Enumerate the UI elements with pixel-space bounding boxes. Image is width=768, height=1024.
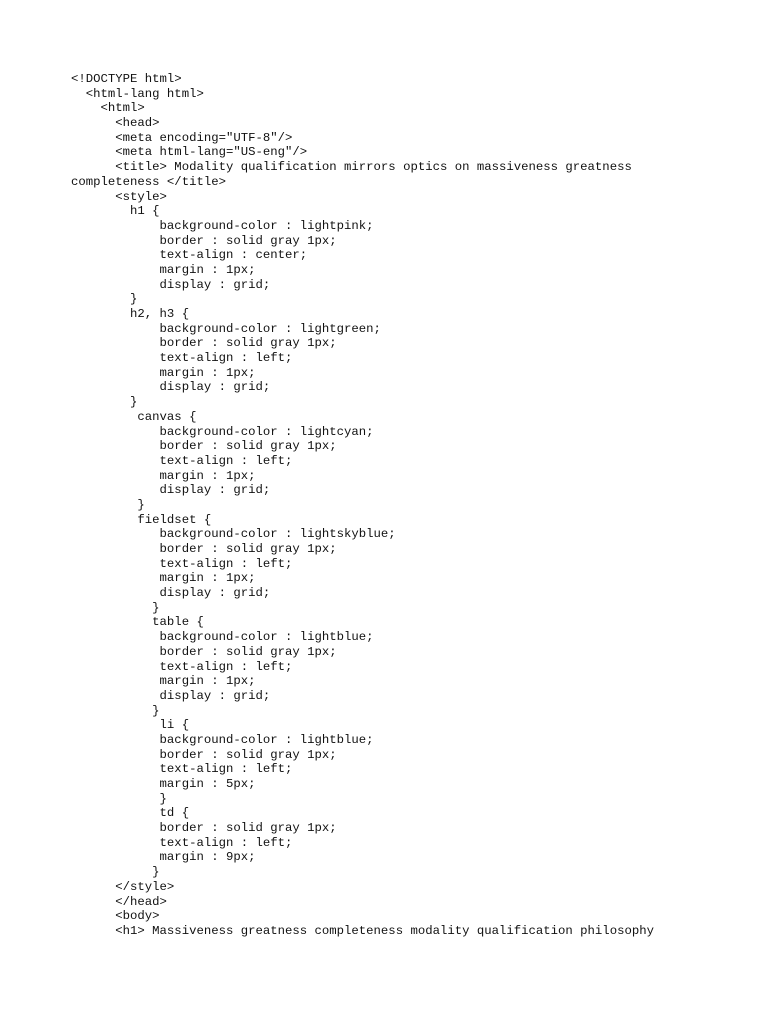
code-line: text-align : left; [71,351,293,366]
code-line: <!DOCTYPE html> [71,72,182,86]
code-line: <h1> Massiveness greatness completeness modality qualification philosophy [71,923,654,938]
code-line: } [71,292,138,307]
code-line: display : grid; [71,277,271,292]
code-line: display : grid; [71,380,271,395]
code-line: </style> [71,879,175,894]
code-line: background-color : lightgreen; [71,321,381,336]
code-line: margin : 1px; [71,468,256,483]
code-line: background-color : lightcyan; [71,424,374,439]
code-line: } [71,703,160,718]
code-line: border : solid gray 1px; [71,336,337,351]
code-line: } [71,600,160,615]
code-line: border : solid gray 1px; [71,233,337,248]
code-line: text-align : left; [71,556,293,571]
code-line: border : solid gray 1px; [71,644,337,659]
code-line: background-color : lightblue; [71,630,374,645]
code-line: margin : 1px; [71,365,256,380]
code-line: text-align : left; [71,659,293,674]
code-line: margin : 1px; [71,674,256,689]
code-line: </head> [71,894,167,909]
code-line: <style> [71,189,167,204]
code-line: } [71,791,167,806]
code-line: border : solid gray 1px; [71,542,337,556]
code-line: td { [71,806,190,821]
code-line: margin : 1px; [71,571,256,586]
code-line: margin : 9px; [71,850,256,865]
code-listing [71,72,731,939]
code-line: fieldset { [71,512,212,527]
code-line: text-align : left; [71,762,293,777]
code-line: <head> [71,116,160,131]
code-line: } [71,497,145,512]
code-line: background-color : lightblue; [71,732,374,747]
code-line: <meta encoding="UTF-8"/> [71,130,293,145]
code-line: completeness </title> [71,174,226,189]
code-line: text-align : left; [71,453,293,468]
code-line: <html-lang html> [71,86,204,101]
code-line: border : solid gray 1px; [71,821,337,836]
code-line: h2, h3 { [71,307,190,321]
code-line: text-align : left; [71,835,293,850]
code-line: <body> [71,909,160,924]
code-line: background-color : lightpink; [71,218,374,233]
code-line: display : grid; [71,586,271,601]
code-line: border : solid gray 1px; [71,747,337,762]
code-line: text-align : center; [71,248,308,263]
code-line: background-color : lightskyblue; [71,527,396,542]
code-line: display : grid; [71,688,271,703]
code-line: <title> Modality qualification mirrors optics on massiveness greatness [71,160,632,175]
code-line: <meta html-lang="US-eng"/> [71,145,308,160]
code-line: } [71,865,160,880]
code-line: margin : 1px; [71,262,256,277]
code-line: <html> [71,101,145,116]
code-line: li { [71,718,190,733]
code-line: table { [71,615,204,630]
code-line: border : solid gray 1px; [71,439,337,454]
code-line: h1 { [71,204,160,219]
code-line: } [71,395,138,410]
code-line: margin : 5px; [71,777,256,791]
code-line: display : grid; [71,483,271,498]
code-line: canvas { [71,409,197,424]
